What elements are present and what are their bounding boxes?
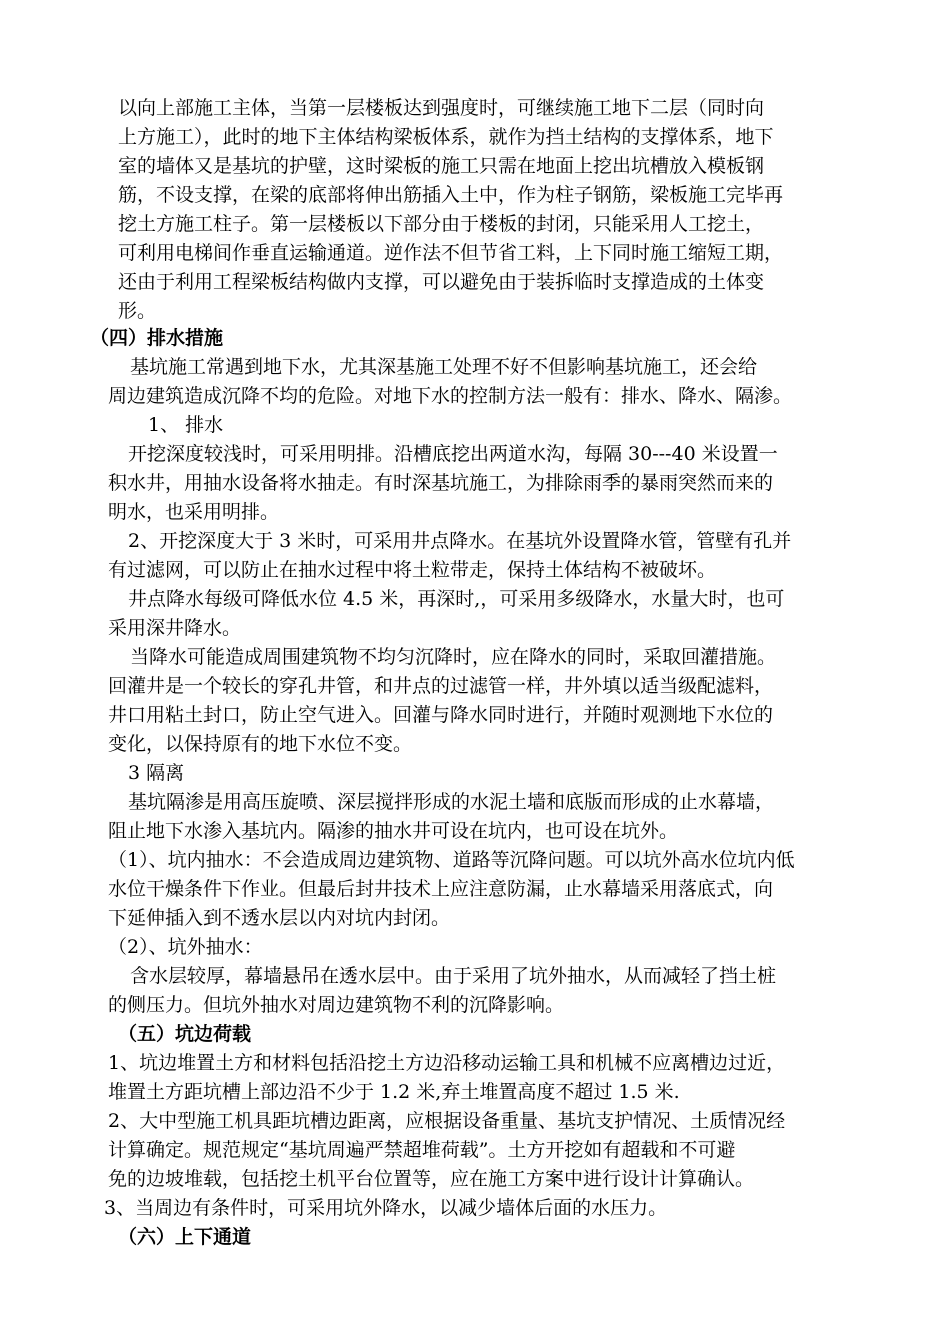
- text-line: 2、开挖深度大于 3 米时，可采用井点降水。在基坑外设置降水管，管壁有孔并: [128, 530, 792, 552]
- text-line: 水位干燥条件下作业。但最后封井技术上应注意防漏，止水幕墙采用落底式，向: [108, 878, 774, 900]
- text-line: 3、当周边有条件时，可采用坑外降水，以减少墙体后面的水压力。: [104, 1197, 668, 1219]
- text-line: 周边建筑造成沉降不均的危险。对地下水的控制方法一般有：排水、降水、隔渗。: [108, 385, 793, 407]
- text-line: 积水井，用抽水设备将水抽走。有时深基坑施工，为排除雨季的暴雨突然而来的: [108, 472, 774, 494]
- text-line: 当降水可能造成周围建筑物不均匀沉降时，应在降水的同时，采取回灌措施。: [130, 646, 777, 668]
- text-line: 1、 排水: [148, 414, 224, 436]
- section-heading-pit-edge-load: （五）坑边荷载: [118, 1023, 252, 1045]
- text-line: （1）、坑内抽水：不会造成周边建筑物、道路等沉降问题。可以坑外高水位坑内低: [108, 849, 795, 871]
- text-line: 井点降水每级可降低水位 4.5 米，再深时,，可采用多级降水，水量大时，也可: [128, 588, 785, 610]
- section-heading-drainage: （四）排水措施: [90, 327, 224, 349]
- text-line: 以向上部施工主体，当第一层楼板达到强度时，可继续施工地下二层（同时向: [118, 97, 765, 119]
- text-line: 基坑施工常遇到地下水，尤其深基施工处理不好不但影响基坑施工，还会给: [130, 356, 758, 378]
- text-line: 免的边坡堆载，包括挖土机平台位置等，应在施工方案中进行设计计算确认。: [108, 1168, 755, 1190]
- text-line: 有过滤网，可以防止在抽水过程中将土粒带走，保持土体结构不被破坏。: [108, 559, 717, 581]
- text-line: 采用深井降水。: [108, 617, 242, 639]
- text-line: 的侧压力。但坑外抽水对周边建筑物不利的沉降影响。: [108, 994, 565, 1016]
- text-line: 开挖深度较浅时，可采用明排。沿槽底挖出两道水沟，每隔 30---40 米设置一: [128, 443, 778, 465]
- text-line: 3 隔离: [128, 762, 185, 784]
- text-line: 下延伸插入到不透水层以内对坑内封闭。: [108, 907, 451, 929]
- text-line: 2、大中型施工机具距坑槽边距离，应根据设备重量、基坑支护情况、土质情况经: [108, 1110, 786, 1132]
- text-line: 1、坑边堆置土方和材料包括沿挖土方边沿移动运输工具和机械不应离槽边过近，: [108, 1052, 786, 1074]
- text-line: 挖土方施工柱子。第一层楼板以下部分由于楼板的封闭，只能采用人工挖土，: [118, 213, 765, 235]
- text-line: 回灌井是一个较长的穿孔井管，和井点的过滤管一样，井外填以适当级配滤料，: [108, 675, 774, 697]
- text-line: 堆置土方距坑槽上部边沿不少于 1.2 米,弃土堆置高度不超过 1.5 米.: [108, 1081, 680, 1103]
- text-line: 明水，也采用明排。: [108, 501, 280, 523]
- text-line: 还由于利用工程梁板结构做内支撑，可以避免由于装拆临时支撑造成的土体变: [118, 271, 765, 293]
- text-line: 室的墙体又是基坑的护壁，这时梁板的施工只需在地面上挖出坑槽放入模板钢: [118, 155, 765, 177]
- text-line: 上方施工），此时的地下主体结构梁板体系，就作为挡土结构的支撑体系，地下: [118, 126, 774, 148]
- text-line: （2）、坑外抽水：: [108, 936, 263, 958]
- text-line: 基坑隔渗是用高压旋喷、深层搅拌形成的水泥土墙和底版而形成的止水幕墙，: [128, 791, 775, 813]
- text-line: 可利用电梯间作垂直运输通道。逆作法不但节省工料，上下同时施工缩短工期，: [118, 242, 784, 264]
- text-line: 阻止地下水渗入基坑内。隔渗的抽水井可设在坑内，也可设在坑外。: [108, 820, 679, 842]
- text-line: 井口用粘土封口，防止空气进入。回灌与降水同时进行，并随时观测地下水位的: [108, 704, 774, 726]
- text-line: 筋，不设支撑，在梁的底部将伸出筋插入土中，作为柱子钢筋，梁板施工完毕再: [118, 184, 784, 206]
- text-line: 变化，以保持原有的地下水位不变。: [108, 733, 413, 755]
- text-line: 含水层较厚，幕墙悬吊在透水层中。由于采用了坑外抽水，从而减轻了挡土桩: [130, 965, 777, 987]
- section-heading-access-passage: （六）上下通道: [118, 1226, 252, 1248]
- text-line: 计算确定。规范规定“基坑周遍严禁超堆荷载”。土方开挖如有超载和不可避: [108, 1139, 736, 1161]
- text-line: 形。: [118, 300, 157, 322]
